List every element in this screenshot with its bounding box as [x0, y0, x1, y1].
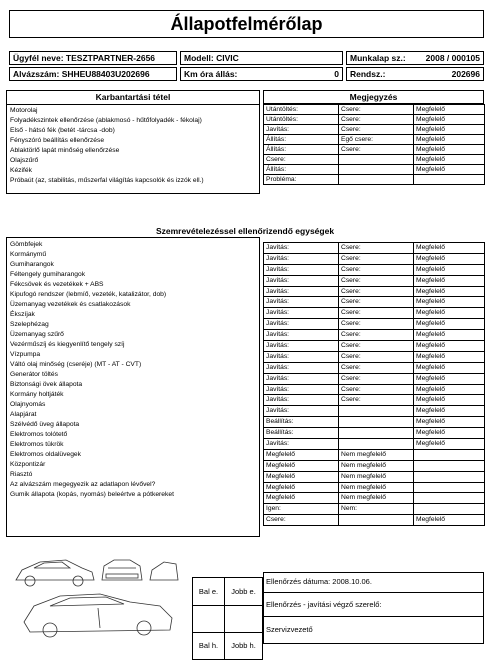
table-cell: Megfelelő: [414, 351, 485, 362]
list-item: Szélvédő üveg állapota: [10, 421, 80, 428]
table-cell: Nem megfelelő: [339, 482, 414, 493]
table-cell: [339, 515, 414, 526]
inspector-label: Ellenőrzés - javítási végző szerelő:: [266, 600, 382, 609]
list-item: Vízpumpa: [10, 351, 41, 358]
table-cell: Nem megfelelő: [339, 449, 414, 460]
table-cell: Megfelelő: [264, 482, 339, 493]
table-row: [264, 493, 485, 504]
table-cell: [414, 175, 485, 185]
inspection-title: Szemrevételezéssel ellenőrizendő egységek: [155, 226, 335, 236]
manager-label: Szervizvezető: [266, 625, 313, 634]
table-row: [264, 384, 485, 395]
table-cell: [414, 493, 485, 504]
table-cell: Megfelelő: [414, 286, 485, 297]
table-cell: Egő csere:: [339, 135, 414, 145]
list-item: Ékszíjak: [10, 311, 35, 318]
table-row: [264, 115, 485, 125]
front-left-label: Bal e.: [193, 578, 225, 606]
table-cell: [414, 471, 485, 482]
table-cell: Javítás:: [264, 395, 339, 406]
table-cell: Csere:: [339, 243, 414, 254]
table-cell: Megfelelő: [414, 165, 485, 175]
table-row: [264, 449, 485, 460]
table-cell: Állítás:: [264, 135, 339, 145]
plate-value: 202696: [451, 69, 480, 79]
list-item: Az alvázszám megegyezik az adatlapon lévővel?: [10, 481, 156, 488]
table-row: [264, 406, 485, 417]
table-cell: Megfelelő: [414, 297, 485, 308]
chassis-label: Alvázszám:: [13, 69, 60, 79]
client-value: TESZTPARTNER-2656: [65, 53, 156, 63]
table-row: [264, 253, 485, 264]
table-row: [264, 308, 485, 319]
table-cell: Megfelelő: [264, 460, 339, 471]
table-row: [264, 125, 485, 135]
table-cell: Csere:: [339, 253, 414, 264]
table-cell: Csere:: [339, 105, 414, 115]
page-title: Állapotfelmérőlap: [9, 10, 484, 38]
model-field: [180, 51, 343, 65]
table-cell: Csere:: [339, 297, 414, 308]
table-cell: Megfelelő: [414, 373, 485, 384]
client-label: Ügyfél neve:: [13, 53, 64, 63]
table-cell: Javítás:: [264, 319, 339, 330]
table-cell: Csere:: [339, 125, 414, 135]
table-cell: Javítás:: [264, 308, 339, 319]
table-cell: Nem megfelelő: [339, 471, 414, 482]
list-item: Próbaút (az, stabilitás, műszerfal világítás kapcsolók és izzók ell.): [10, 177, 204, 184]
list-item: Olajnyomás: [10, 401, 46, 408]
table-cell: Javítás:: [264, 264, 339, 275]
list-item: Alapjárat: [10, 411, 37, 418]
table-row: [264, 515, 485, 526]
table-cell: Megfelelő: [414, 275, 485, 286]
table-row: [264, 297, 485, 308]
table-cell: Megfelelő: [414, 417, 485, 428]
table-cell: Javítás:: [264, 286, 339, 297]
worksheet-field: [346, 51, 484, 65]
table-cell: Beállítás:: [264, 417, 339, 428]
table-cell: [414, 504, 485, 515]
table-cell: Megfelelő: [414, 439, 485, 450]
list-item: Biztonsági övek állapota: [10, 381, 83, 388]
table-row: [264, 504, 485, 515]
list-item: Fényszóró beállítás ellenőrzése: [10, 137, 105, 144]
list-item: Vezérműszíj és kiegyenlítő tengely szíj: [10, 341, 125, 348]
list-item: Központizár: [10, 461, 46, 468]
car-diagram-icon: [10, 548, 180, 643]
table-cell: Javítás:: [264, 253, 339, 264]
table-cell: Megfelelő: [414, 105, 485, 115]
divider: [263, 592, 484, 593]
divider: [263, 616, 484, 617]
date-value: 2008.10.06.: [332, 577, 372, 586]
table-cell: Javítás:: [264, 330, 339, 341]
table-cell: Megfelelő: [414, 330, 485, 341]
table-cell: Utántöltés:: [264, 115, 339, 125]
table-cell: Megfelelő: [414, 253, 485, 264]
table-cell: Megfelelő: [264, 449, 339, 460]
table-cell: [414, 460, 485, 471]
table-row: [264, 286, 485, 297]
table-cell: Javítás:: [264, 275, 339, 286]
worksheet-label: Munkalap sz.:: [350, 53, 406, 63]
table-cell: [339, 406, 414, 417]
list-item: Elektromos tolótető: [10, 431, 68, 438]
table-cell: Nem megfelelő: [339, 460, 414, 471]
inspection-list: [10, 240, 258, 500]
table-cell: [339, 439, 414, 450]
list-item: Kormány holtjáték: [10, 391, 64, 398]
table-cell: Csere:: [264, 515, 339, 526]
notes-table: [263, 104, 485, 185]
list-item: Váltó olaj minőség (cseréje) (MT - AT - CVT): [10, 361, 142, 368]
client-field: [9, 51, 177, 65]
table-row: [264, 460, 485, 471]
table-row: [264, 362, 485, 373]
chassis-field: [9, 67, 177, 81]
list-item: Üzemanyag szűrő: [10, 331, 64, 338]
date-label: Ellenőrzés dátuma:: [266, 577, 331, 586]
maintenance-list: [10, 106, 258, 186]
table-cell: Megfelelő: [264, 471, 339, 482]
table-cell: Csere:: [339, 319, 414, 330]
rear-left-label: Bal h.: [193, 633, 225, 660]
table-cell: Csere:: [339, 275, 414, 286]
table-row: [264, 395, 485, 406]
table-cell: Csere:: [339, 308, 414, 319]
list-item: Elektromos oldalüvegek: [10, 451, 81, 458]
table-cell: Csere:: [339, 373, 414, 384]
tire-table: [192, 577, 263, 660]
table-cell: Probléma:: [264, 175, 339, 185]
list-item: Motorolaj: [10, 107, 38, 114]
chassis-value: SHHEU88403U202696: [61, 69, 150, 79]
table-cell: Csere:: [339, 362, 414, 373]
table-cell: [339, 428, 414, 439]
table-cell: Megfelelő: [414, 243, 485, 254]
table-cell: [339, 165, 414, 175]
table-cell: Csere:: [339, 341, 414, 352]
table-cell: [414, 449, 485, 460]
table-cell: Utántöltés:: [264, 105, 339, 115]
table-cell: Javítás:: [264, 351, 339, 362]
table-row: [264, 373, 485, 384]
table-cell: Megfelelő: [414, 406, 485, 417]
table-cell: Megfelelő: [414, 319, 485, 330]
table-cell: Megfelelő: [264, 493, 339, 504]
table-cell: Csere:: [339, 145, 414, 155]
table-row: [264, 264, 485, 275]
list-item: Szelephézag: [10, 321, 49, 328]
divider: [6, 104, 260, 105]
maintenance-title: Karbantartási tétel: [95, 92, 171, 102]
table-cell: Megfelelő: [414, 115, 485, 125]
table-cell: Javítás:: [264, 341, 339, 352]
model-value: CIVIC: [216, 53, 239, 63]
table-row: [264, 135, 485, 145]
table-row: [264, 428, 485, 439]
table-cell: Javítás:: [264, 297, 339, 308]
table-cell: Megfelelő: [414, 395, 485, 406]
table-cell: Igen:: [264, 504, 339, 515]
table-cell: Beállítás:: [264, 428, 339, 439]
plate-label: Rendsz.:: [350, 69, 386, 79]
list-item: Kipufogó rendszer (lebmíő, vezeték, katalizátor, dob): [10, 291, 167, 298]
km-value: 0: [334, 69, 339, 79]
table-cell: Megfelelő: [414, 362, 485, 373]
date-field: [266, 577, 372, 586]
list-item: Olajszűrő: [10, 157, 39, 164]
table-row: [264, 482, 485, 493]
table-cell: Javítás:: [264, 384, 339, 395]
model-label: Modell:: [184, 53, 214, 63]
rear-right-label: Jobb h.: [225, 633, 263, 660]
table-cell: Javítás:: [264, 243, 339, 254]
list-item: Gumiharangok: [10, 261, 54, 268]
table-cell: [339, 175, 414, 185]
table-cell: [414, 482, 485, 493]
table-cell: Megfelelő: [414, 155, 485, 165]
notes-title: Megjegyzés: [349, 92, 398, 102]
table-row: [264, 243, 485, 254]
list-item: Féltengely gumiharangok: [10, 271, 86, 278]
list-item: Üzemanyag vezetékek és csatlakozások: [10, 301, 131, 308]
list-item: Fékcsövek és vezetékek + ABS: [10, 281, 104, 288]
table-cell: Javítás:: [264, 439, 339, 450]
table-cell: Csere:: [339, 351, 414, 362]
table-cell: Csere:: [339, 264, 414, 275]
table-row: [264, 471, 485, 482]
table-row: [264, 105, 485, 115]
list-item: Ablaktörlő lapát minőség ellenőrzése: [10, 147, 120, 154]
table-cell: Megfelelő: [414, 145, 485, 155]
front-right-label: Jobb e.: [225, 578, 263, 606]
table-cell: [339, 417, 414, 428]
table-cell: Megfelelő: [414, 341, 485, 352]
table-cell: Javítás:: [264, 406, 339, 417]
table-cell: Csere:: [339, 115, 414, 125]
table-cell: Javítás:: [264, 125, 339, 135]
km-label: Km óra állás:: [184, 69, 238, 79]
list-item: Generátor töltés: [10, 371, 58, 378]
plate-field: [346, 67, 484, 81]
table-row: [264, 155, 485, 165]
table-cell: Csere:: [339, 330, 414, 341]
table-row: [264, 145, 485, 155]
table-row: [264, 319, 485, 330]
table-cell: [339, 155, 414, 165]
table-cell: Megfelelő: [414, 264, 485, 275]
worksheet-value: 2008 / 000105: [425, 53, 480, 63]
list-item: Riasztó: [10, 471, 33, 478]
table-cell: Megfelelő: [414, 428, 485, 439]
table-cell: Állítás:: [264, 145, 339, 155]
table-cell: Csere:: [264, 155, 339, 165]
table-cell: Megfelelő: [414, 515, 485, 526]
km-field: [180, 67, 343, 81]
table-cell: Csere:: [339, 395, 414, 406]
list-item: Kormánymű: [10, 251, 47, 258]
table-row: [264, 275, 485, 286]
table-cell: Megfelelő: [414, 135, 485, 145]
table-cell: Csere:: [339, 384, 414, 395]
table-cell: Megfelelő: [414, 125, 485, 135]
table-cell: Javítás:: [264, 362, 339, 373]
table-row: [264, 439, 485, 450]
table-cell: Nem:: [339, 504, 414, 515]
list-item: Folyadékszintek ellenőrzése (ablakmosó - hűtőfolyadék - fékolaj): [10, 117, 202, 124]
list-item: Kézifék: [10, 167, 32, 174]
table-cell: Javítás:: [264, 373, 339, 384]
list-item: Elektromos tükrök: [10, 441, 64, 448]
table-row: [264, 341, 485, 352]
table-row: [264, 175, 485, 185]
table-row: [264, 330, 485, 341]
table-cell: Állítás:: [264, 165, 339, 175]
table-cell: Csere:: [339, 286, 414, 297]
list-item: Első - hátsó fék (betét -tárcsa -dob): [10, 127, 115, 134]
table-cell: Nem megfelelő: [339, 493, 414, 504]
table-row: [264, 351, 485, 362]
table-row: [264, 165, 485, 175]
table-cell: Megfelelő: [414, 384, 485, 395]
table-cell: Megfelelő: [414, 308, 485, 319]
list-item: Gömbfejek: [10, 241, 43, 248]
inspection-table: [263, 242, 485, 526]
list-item: Gumik állapota (kopás, nyomás) beleértve a pótkereket: [10, 491, 174, 498]
table-row: [264, 417, 485, 428]
